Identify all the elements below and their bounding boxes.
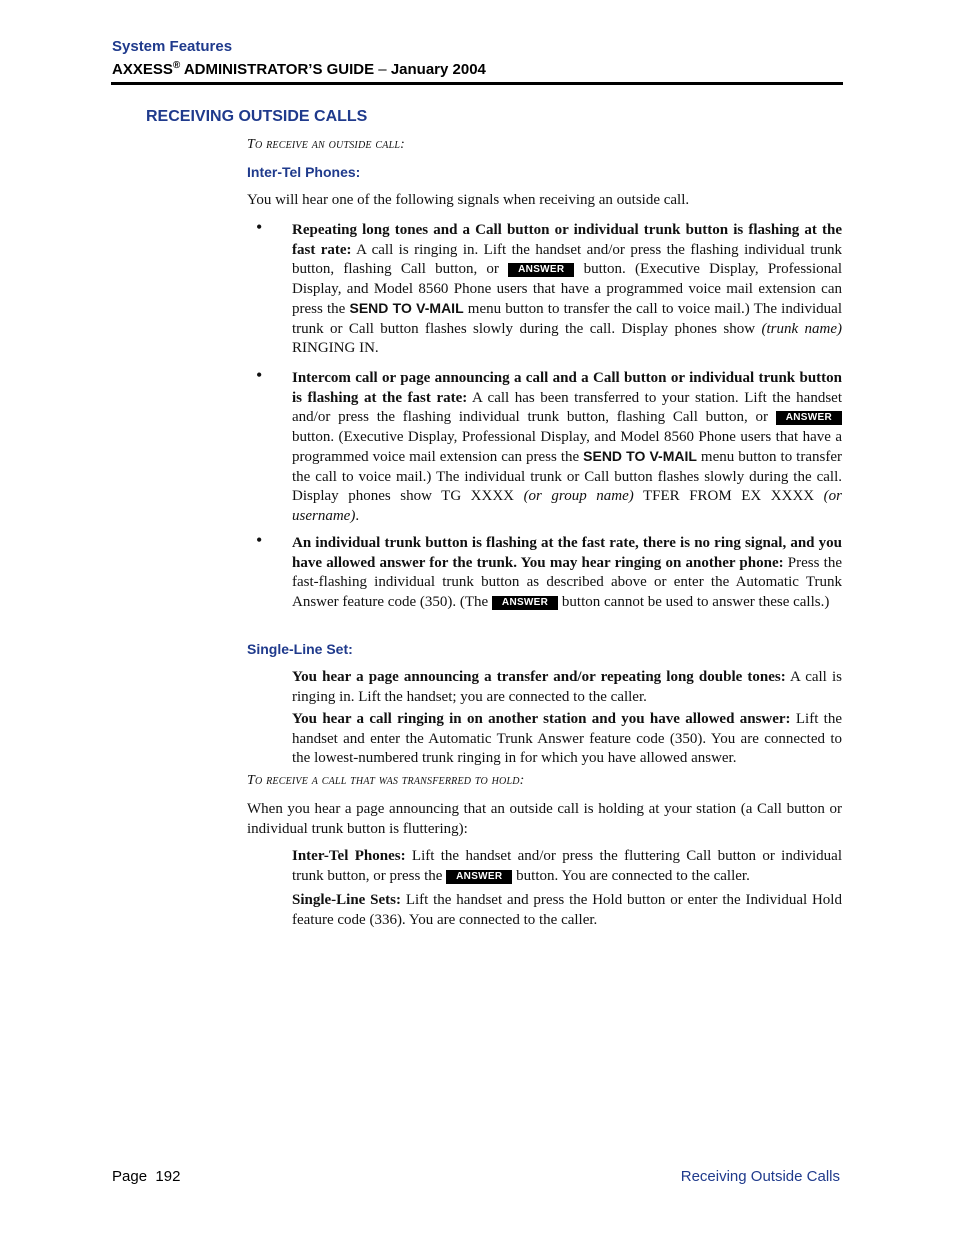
hold-intertel-item xyxy=(292,847,842,886)
bullet-lead: Intercom call or page announcing a call and a Call button or individual trunk button is flashing at the fast rate: xyxy=(292,370,842,406)
subheading-single-line-set: Single-Line Set: xyxy=(247,641,353,657)
item-lead: Inter-Tel Phones: xyxy=(292,848,406,864)
bullet-italic: (trunk name) xyxy=(761,320,842,337)
procedure-heading-receive-outside: To receive an outside call: xyxy=(247,137,405,152)
product-name: AXXESS xyxy=(112,61,173,78)
bullet-text: A call has been transferred to your station. Lift the handset and/or press the flashing individual trunk button, flashing Call button, or xyxy=(292,389,842,425)
answer-key-graphic: ANSWER xyxy=(446,870,512,884)
hold-single-line-item xyxy=(292,891,842,930)
answer-key-graphic: ANSWER xyxy=(508,263,574,277)
item-lead: You hear a call ringing in on another station and you have allowed answer: xyxy=(292,711,791,727)
bullet-text: button. (Executive Display, Professional Display, and Model 8560 Phone users that have a programmed voice mail extension can press the xyxy=(292,261,842,317)
page-number: 192 xyxy=(155,1168,181,1185)
footer-page-number xyxy=(112,1168,180,1185)
header-dash: – xyxy=(374,61,391,78)
page-label: Page xyxy=(112,1168,148,1185)
bullet-text: menu button to transfer the call to voice mail.) The individual trunk or Call button flashes slowly during the call. Display phones show TG XXXX xyxy=(292,449,842,504)
bullet-text: TFER FROM EX XXXX xyxy=(633,488,824,504)
bullet-text: menu button to transfer the call to voice mail.) The individual trunk or Call button flashes slowly during the call. Display phones show xyxy=(292,301,842,337)
item-text: A call is ringing in. Lift the handset; you are connected to the caller. xyxy=(292,669,842,705)
guide-name: ADMINISTRATOR’S GUIDE xyxy=(180,61,375,78)
footer-section-name: Receiving Outside Calls xyxy=(680,1168,840,1185)
registered-mark: ® xyxy=(172,60,181,71)
bullet-italic: (or group name) xyxy=(523,488,634,504)
intro-paragraph: You will hear one of the following signals when receiving an outside call. xyxy=(247,192,690,208)
send-to-vmail-menu-label: SEND TO V-MAIL xyxy=(349,300,464,316)
answer-key-graphic: ANSWER xyxy=(492,596,558,610)
procedure-heading-transferred-hold: To receive a call that was transferred to hold: xyxy=(247,773,525,788)
bullet-icon: • xyxy=(256,365,263,385)
item-text: Lift the handset and press the Hold button or enter the Individual Hold feature code (336). You are connected to the caller. xyxy=(292,892,842,928)
guide-date: January 2004 xyxy=(390,61,486,78)
section-title: RECEIVING OUTSIDE CALLS xyxy=(146,108,368,125)
item-text: Lift the handset and/or press the fluttering Call button or individual trunk button, or press the xyxy=(292,848,842,884)
subheading-intertel-phones: Inter-Tel Phones: xyxy=(247,164,361,180)
bullet-text: button cannot be used to answer these calls.) xyxy=(558,593,830,610)
bullet-item-1 xyxy=(292,221,842,359)
item-text: Lift the handset and enter the Automatic Trunk Answer feature code (350). You are connected to the lowest-numbered trunk ringing in for which you have allowed answer. xyxy=(292,711,843,766)
bullet-lead: Repeating long tones and a Call button or individual trunk button is flashing at the fast rate: xyxy=(292,222,842,258)
bullet-text: button. (Executive Display, Professional Display, and Model 8560 Phone users that have a programmed voice mail extension can press the xyxy=(292,428,842,465)
bullet-text: A call is ringing in. Lift the handset and/or press the flashing individual trunk button, flashing Call button, or xyxy=(292,241,842,277)
running-header-section: System Features xyxy=(112,38,233,55)
running-header-guide-title xyxy=(112,60,486,78)
bullet-icon: • xyxy=(256,530,263,550)
answer-key-graphic: ANSWER xyxy=(776,411,842,425)
item-lead: You hear a page announcing a transfer and/or repeating long double tones: xyxy=(292,669,786,685)
item-lead: Single-Line Sets: xyxy=(292,892,401,908)
send-to-vmail-menu-label: SEND TO V-MAIL xyxy=(583,448,697,464)
bullet-icon: • xyxy=(256,217,263,237)
single-line-item-2 xyxy=(292,710,842,769)
bullet-text: . xyxy=(355,507,360,524)
item-text: button. You are connected to the caller. xyxy=(512,867,750,884)
header-rule xyxy=(111,82,843,85)
bullet-text: Press the fast-flashing individual trunk button as described above or enter the Automatic Trunk Answer feature code (350). (The xyxy=(292,554,842,610)
bullet-item-2 xyxy=(292,369,842,526)
bullet-text: RINGING IN. xyxy=(292,340,379,356)
bullet-italic: (or username) xyxy=(292,488,842,524)
single-line-item-1 xyxy=(292,668,842,707)
bullet-item-3 xyxy=(292,534,842,612)
hold-intro-paragraph: When you hear a page announcing that an outside call is holding at your station (a Call button or individual trunk button is fluttering): xyxy=(247,801,842,837)
bullet-lead: An individual trunk button is flashing at the fast rate, there is no ring signal, and you have allowed answer for the trunk. You may hear ringing on another phone: xyxy=(292,535,842,571)
